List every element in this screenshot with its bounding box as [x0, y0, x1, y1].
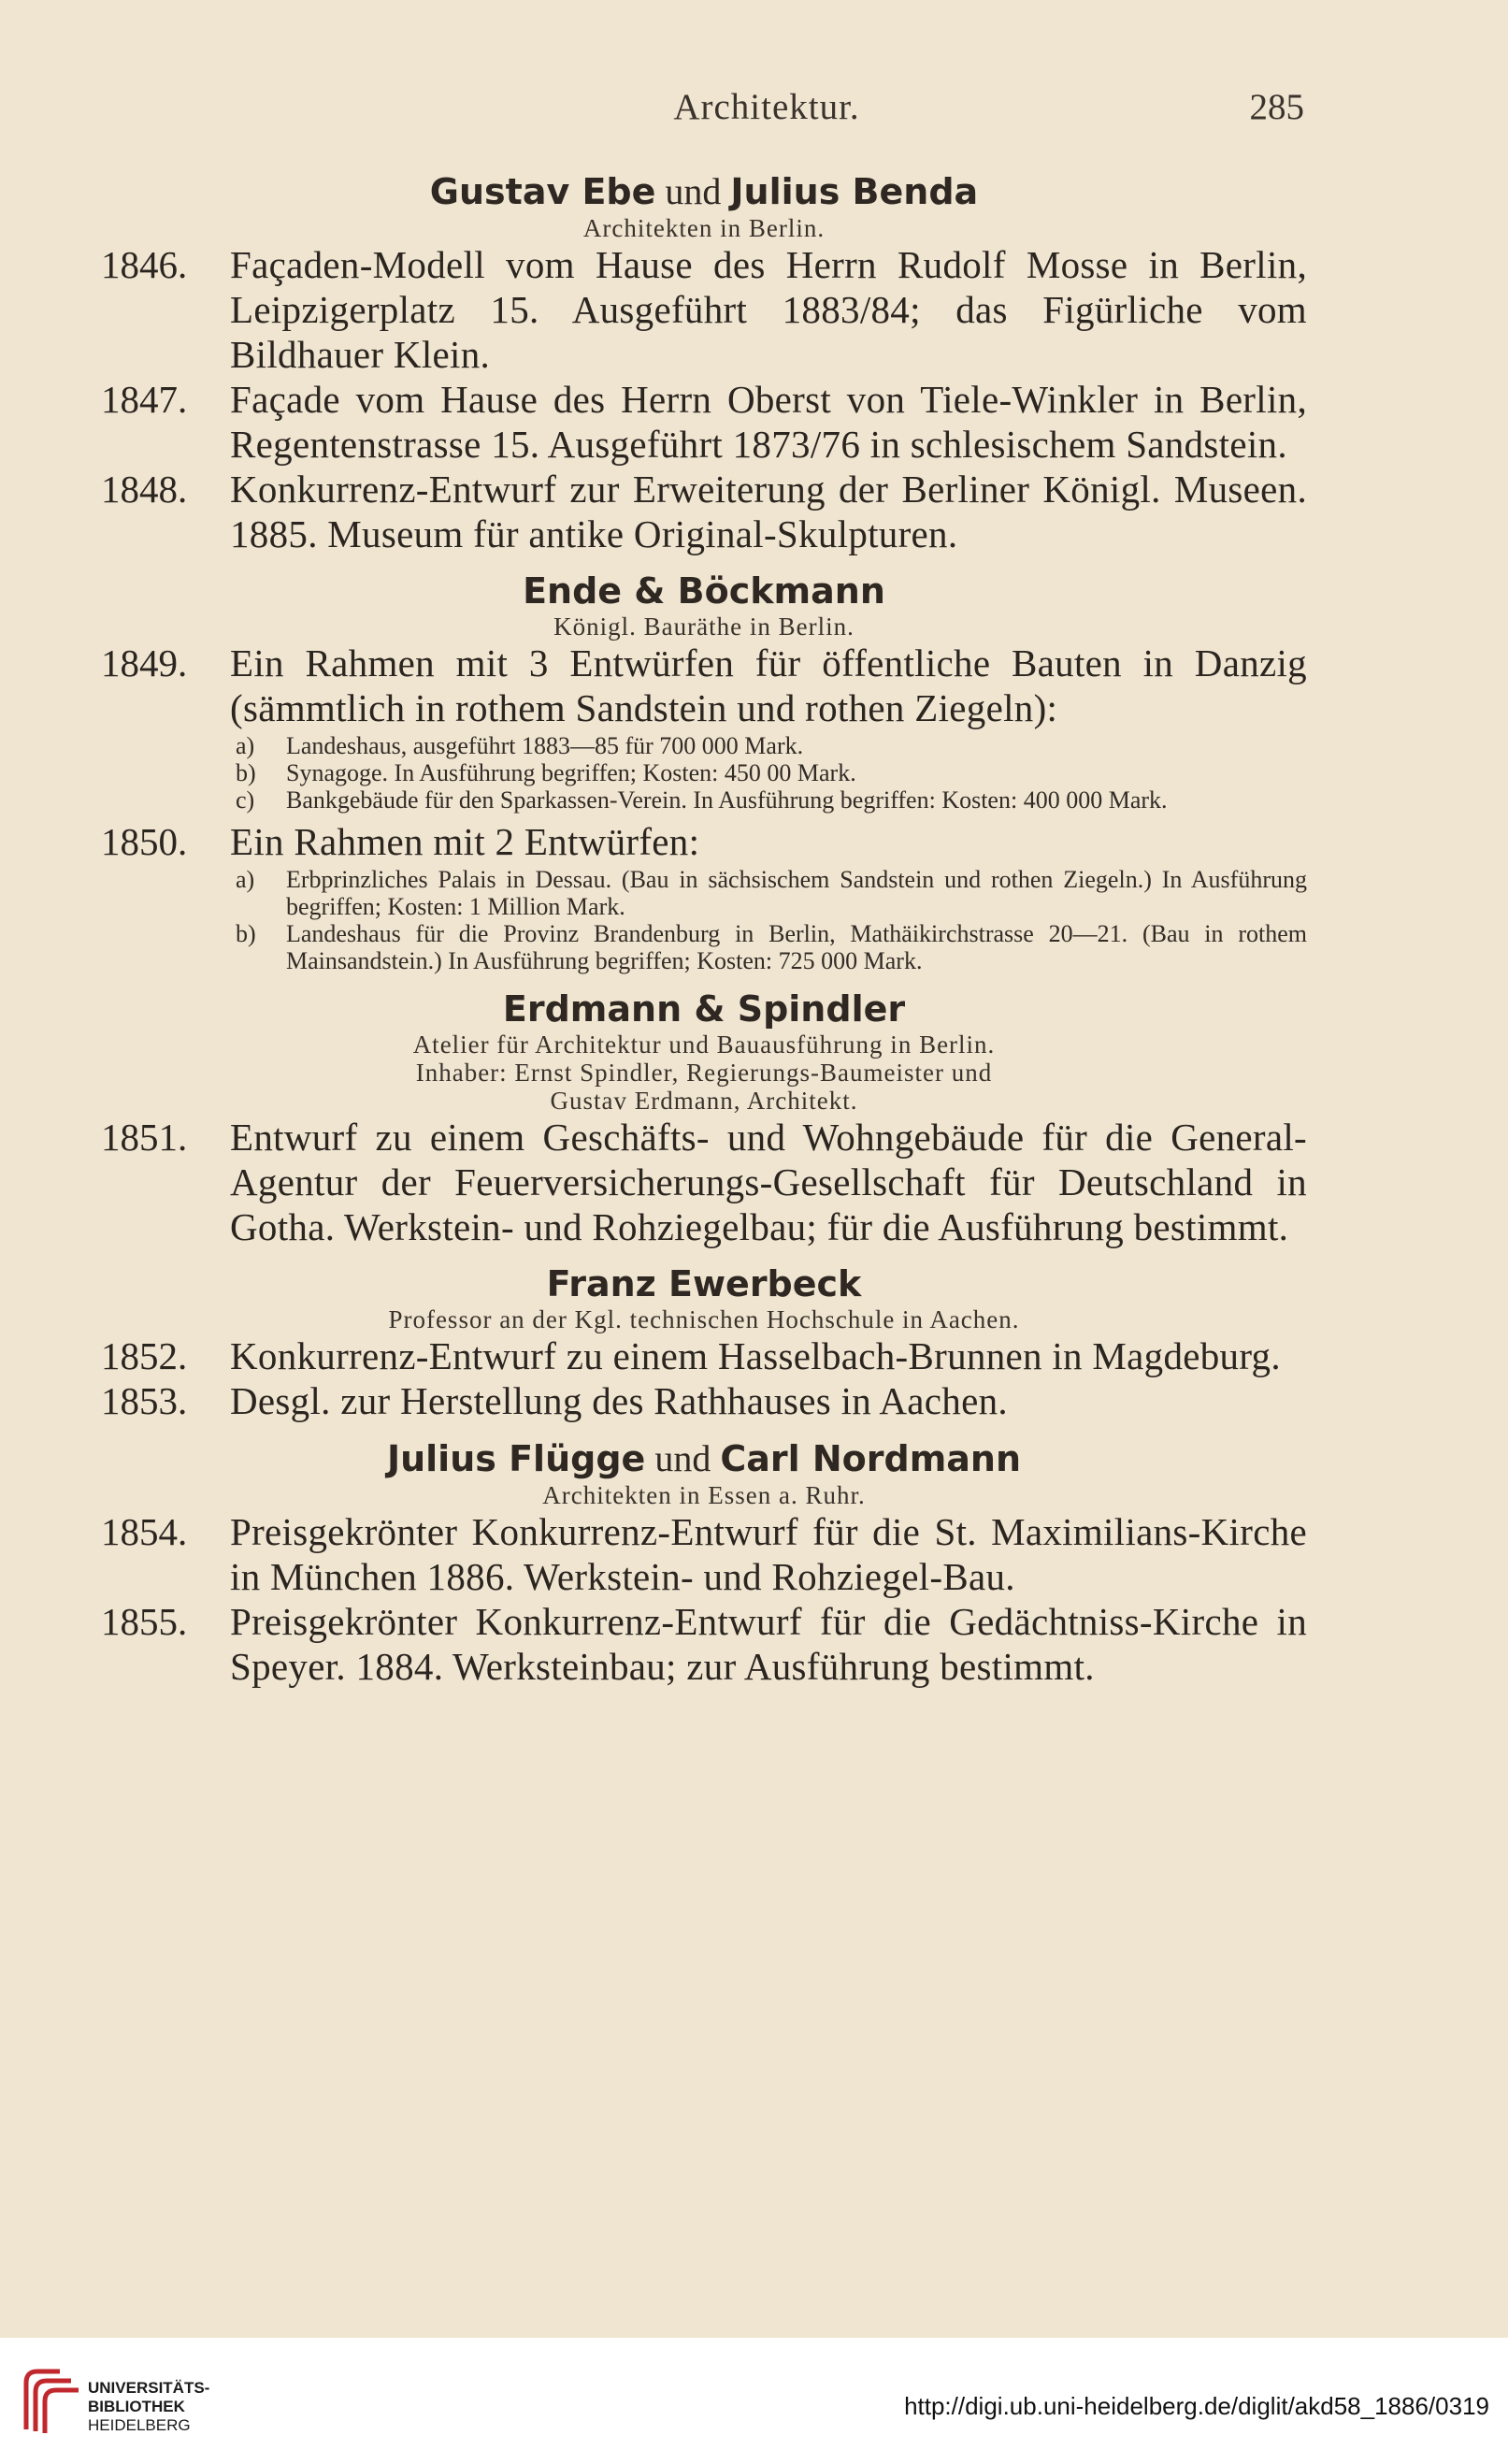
section-heading — [101, 170, 1307, 242]
institution-line-2: BIBLIOTHEK — [88, 2398, 185, 2415]
catalogue-entry — [101, 467, 1307, 556]
entry-text: Ein Rahmen mit 2 Entwürfen: — [230, 820, 700, 863]
entry-text: Konkurrenz-Entwurf zu einem Hasselbach-Brunnen in Magdeburg. — [230, 1334, 1281, 1377]
catalogue-section — [101, 1437, 1307, 1689]
entry-subitem — [230, 759, 1307, 786]
architect-name-part: Julius Flügge — [386, 1438, 646, 1479]
entry-text: Preisgekrönter Konkurrenz-Entwurf für die Gedächtniss-Kirche in Speyer. 1884. Werksteinbau; zur Ausführung bestimmt. — [230, 1600, 1307, 1688]
catalogue-entry — [101, 1378, 1307, 1423]
catalogue-entry — [101, 819, 1307, 974]
entry-subitem — [230, 732, 1307, 759]
institution-line-1: UNIVERSITÄTS- — [88, 2379, 210, 2397]
architect-description: Architekten in Berlin. — [582, 214, 826, 242]
architect-name-part: Franz Ewerbeck — [546, 1263, 862, 1304]
institution-name — [88, 2379, 209, 2435]
subitem-text: Erbprinzliches Palais in Dessau. (Bau in sächsischem Sandstein und rothen Ziegeln.) In Ausführung begriffen; Kosten: 1 Million Mark. — [286, 866, 1307, 920]
architect-name — [101, 170, 1307, 212]
architect-name-part: Ende & Böckmann — [523, 570, 885, 612]
entry-number: 1855. — [101, 1600, 188, 1643]
architect-name-part: Julius Benda — [730, 171, 979, 212]
architect-description: Architekten in Essen a. Ruhr. — [542, 1481, 866, 1509]
catalogue-entry — [101, 1599, 1307, 1689]
section-heading — [101, 570, 1307, 641]
subitem-label: a) — [236, 866, 255, 893]
subitem-text: Landeshaus, ausgeführt 1883—85 für 700 000 Mark. — [286, 732, 804, 759]
architect-description: Inhaber: Ernst Spindler, Regierungs-Baumeister und — [415, 1059, 993, 1087]
architect-name-part: Erdmann & Spindler — [502, 988, 906, 1030]
architect-description: Atelier für Architektur und Bauausführung in Berlin. — [412, 1030, 996, 1059]
subitem-label: b) — [236, 920, 256, 947]
catalogue-section — [101, 1263, 1307, 1423]
section-heading — [101, 1437, 1307, 1509]
section-heading — [101, 1263, 1307, 1333]
entry-number: 1851. — [101, 1116, 188, 1159]
entry-text: Façaden-Modell vom Hause des Herrn Rudolf Mosse in Berlin, Leipzigerplatz 15. Ausgeführt 1883/84; das Figürliche vom Bildhauer Klein. — [230, 243, 1307, 376]
architect-name — [101, 988, 1307, 1030]
entry-number: 1850. — [101, 820, 188, 863]
entry-number: 1854. — [101, 1510, 188, 1553]
catalogue-entry — [101, 1509, 1307, 1599]
catalogue-section — [101, 170, 1307, 556]
catalogue-entry — [101, 1333, 1307, 1378]
subitem-label: b) — [236, 759, 256, 786]
entry-number: 1852. — [101, 1334, 188, 1377]
entry-text: Ein Rahmen mit 3 Entwürfen für öffentliche Bauten in Danzig (sämmtlich in rothem Sandstein und rothen Ziegeln): — [230, 641, 1307, 729]
entry-number: 1847. — [101, 378, 188, 421]
entry-text: Konkurrenz-Entwurf zur Erweiterung der Berliner Königl. Museen. 1885. Museum für antike Original-Skulpturen. — [230, 468, 1307, 555]
entry-subitem — [230, 786, 1307, 814]
subitem-label: c) — [236, 786, 255, 814]
catalogue-entry — [101, 1115, 1307, 1249]
catalogue-section — [101, 988, 1307, 1249]
catalogue-entry — [101, 242, 1307, 377]
architect-name — [101, 570, 1307, 612]
entry-subitem — [230, 920, 1307, 974]
architect-name-part: Carl Nordmann — [720, 1438, 1022, 1479]
entry-number: 1848. — [101, 468, 188, 511]
catalogue-section — [101, 570, 1307, 974]
subitem-text: Landeshaus für die Provinz Brandenburg in Berlin, Mathäikirchstrasse 20—21. (Bau in rothem Mainsandstein.) In Ausführung begriffen; Kosten: 725 000 Mark. — [286, 920, 1307, 974]
entry-text: Preisgekrönter Konkurrenz-Entwurf für die St. Maximilians-Kirche in München 1886. Werkstein- und Rohziegel-Bau. — [230, 1510, 1307, 1598]
page-content — [101, 170, 1307, 1689]
entry-subitems — [230, 732, 1307, 814]
institution-line-3: HEIDELBERG — [88, 2416, 191, 2434]
subitem-text: Bankgebäude für den Sparkassen-Verein. In Ausführung begriffen: Kosten: 400 000 Mark. — [286, 786, 1168, 814]
architect-name — [101, 1437, 1307, 1479]
section-heading — [101, 988, 1307, 1115]
digitization-footer — [0, 2338, 1508, 2464]
subitem-text: Synagoge. In Ausführung begriffen; Kosten: 450 00 Mark. — [286, 759, 856, 786]
subitem-label: a) — [236, 732, 255, 759]
architect-description: Gustav Erdmann, Architekt. — [550, 1087, 858, 1115]
page-header — [229, 86, 1304, 142]
entry-number: 1846. — [101, 243, 188, 286]
entry-text: Entwurf zu einem Geschäfts- und Wohngebäude für die General-Agentur der Feuerversicherungs-Gesellschaft für Deutschland in Gotha. Werkstein- und Rohziegelbau; für die Ausführung bestimmt. — [230, 1116, 1307, 1248]
catalogue-entry — [101, 377, 1307, 467]
library-logo-icon — [19, 2364, 84, 2439]
architect-name-part: Gustav Ebe — [429, 171, 656, 212]
entry-text: Façade vom Hause des Herrn Oberst von Tiele-Winkler in Berlin, Regentenstrasse 15. Ausgeführt 1873/76 in schlesischem Sandstein. — [230, 378, 1307, 466]
entry-subitems — [230, 866, 1307, 974]
running-title: Architektur. — [673, 87, 860, 127]
name-conjunction: und — [645, 1437, 721, 1479]
entry-number: 1849. — [101, 641, 188, 684]
page-number: 285 — [1249, 87, 1304, 127]
architect-description: Königl. Bauräthe in Berlin. — [553, 612, 855, 641]
architect-description: Professor an der Kgl. technischen Hochschule in Aachen. — [388, 1305, 1020, 1333]
name-conjunction: und — [655, 170, 731, 212]
entry-subitem — [230, 866, 1307, 920]
catalogue-entry — [101, 641, 1307, 814]
architect-name — [101, 1263, 1307, 1304]
source-url[interactable]: http://digi.ub.uni-heidelberg.de/diglit/akd58_1886/0319 — [904, 2392, 1489, 2420]
entry-number: 1853. — [101, 1379, 188, 1422]
entry-text: Desgl. zur Herstellung des Rathhauses in Aachen. — [230, 1379, 1008, 1422]
